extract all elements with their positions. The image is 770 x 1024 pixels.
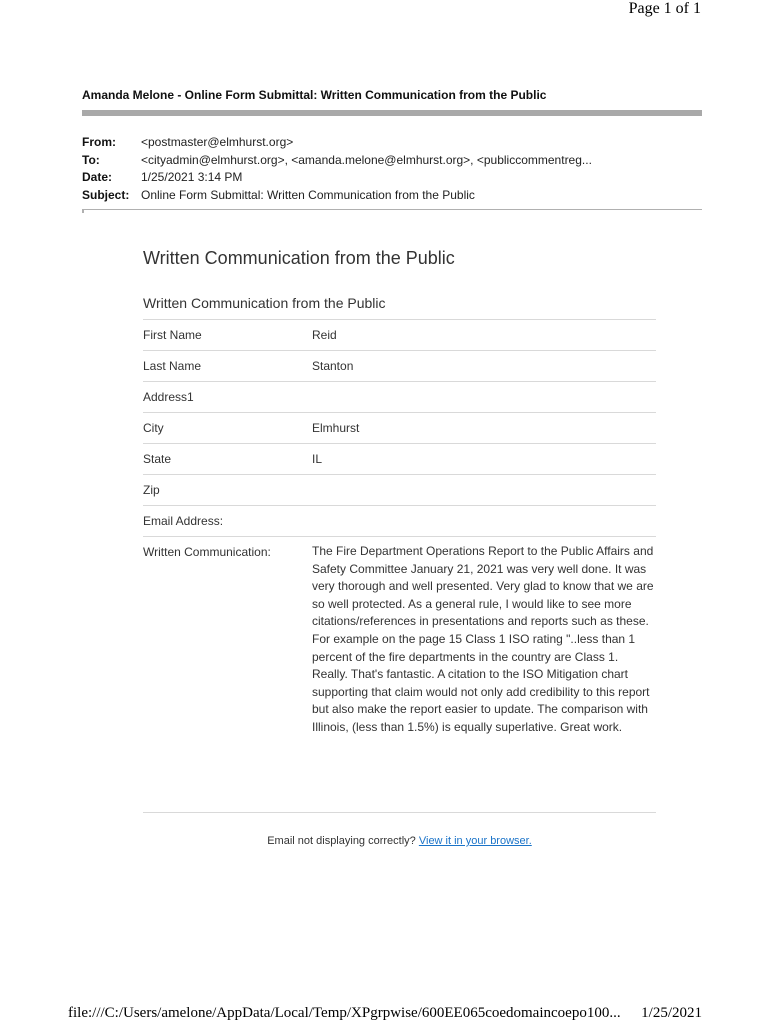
- field-value: Reid: [312, 328, 337, 342]
- email-display-note: [143, 835, 656, 847]
- form-row-first-name: [143, 320, 656, 351]
- header-label: From:: [82, 135, 116, 149]
- view-in-browser-link[interactable]: View it in your browser.: [418, 835, 532, 847]
- field-value: [312, 475, 656, 505]
- field-label: Email Address:: [143, 514, 224, 528]
- footer-note-text: Email not displaying correctly?: [267, 835, 416, 847]
- field-label: Address1: [143, 390, 194, 404]
- header-from: [82, 134, 592, 152]
- field-label: Last Name: [143, 359, 202, 373]
- header-value: <postmaster@elmhurst.org>: [141, 135, 294, 149]
- field-value: Elmhurst: [312, 421, 360, 435]
- form-subheading: Written Communication from the Public: [143, 294, 656, 320]
- print-date: 1/25/2021: [641, 1005, 702, 1021]
- field-value: IL: [312, 452, 323, 466]
- email-title: Amanda Melone - Online Form Submittal: Written Communication from the Public: [82, 88, 547, 102]
- title-divider-bar: [82, 110, 702, 116]
- field-value: [312, 506, 656, 536]
- file-path: file:///C:/Users/amelone/AppData/Local/Temp/XPgrpwise/600EE065coedomaincoepo100...: [68, 1005, 621, 1021]
- form-row-zip: [143, 475, 656, 506]
- header-subject: [82, 187, 592, 205]
- header-to: [82, 152, 592, 170]
- header-value: 1/25/2021 3:14 PM: [141, 170, 243, 184]
- header-value: <cityadmin@elmhurst.org>, <amanda.melone@elmhurst.org>, <publiccommentreg...: [141, 152, 592, 167]
- header-divider: [82, 209, 702, 210]
- field-label: First Name: [143, 328, 202, 342]
- header-value: Online Form Submittal: Written Communication from the Public: [141, 187, 475, 202]
- footer-divider: [143, 812, 656, 813]
- form-row-state: [143, 444, 656, 475]
- field-label: City: [143, 421, 164, 435]
- print-footer: [68, 1005, 702, 1022]
- field-value: [312, 382, 656, 412]
- field-label: State: [143, 452, 172, 466]
- form-row-written-communication: [143, 537, 656, 737]
- form-heading: Written Communication from the Public: [143, 248, 455, 268]
- page-number: Page 1 of 1: [628, 0, 701, 17]
- field-label: Zip: [143, 483, 160, 497]
- written-communication-text: The Fire Department Operations Report to the Public Affairs and Safety Committee January 21, 2021 was very well done. It was very thorough and well presented. Very glad to know that we are so well protected. As a general rule, I would like to see more citations/references in presentations and reports such as these. For example on the page 15 Class 1 ISO rating "..less than 1 percent of the fire departments in the country are Class 1. Really. That's fantastic. A citation to the ISO Mitigation chart supporting that claim would not only add credibility to this report but also make the report easier to update. The comparison with Illinois, (less than 1.5%) is equally superlative. Great work.: [312, 544, 654, 734]
- form-row-city: [143, 413, 656, 444]
- form-row-last-name: [143, 351, 656, 382]
- field-label: Written Communication:: [143, 545, 271, 559]
- header-date: [82, 169, 592, 187]
- form-submission: [143, 246, 656, 737]
- header-label: Subject:: [82, 187, 130, 202]
- header-label: To:: [82, 152, 100, 167]
- form-row-email: [143, 506, 656, 537]
- field-value: Stanton: [312, 359, 354, 373]
- header-label: Date:: [82, 170, 113, 184]
- form-row-address1: [143, 382, 656, 413]
- email-headers: [82, 134, 592, 204]
- header-divider-tick: [82, 209, 84, 213]
